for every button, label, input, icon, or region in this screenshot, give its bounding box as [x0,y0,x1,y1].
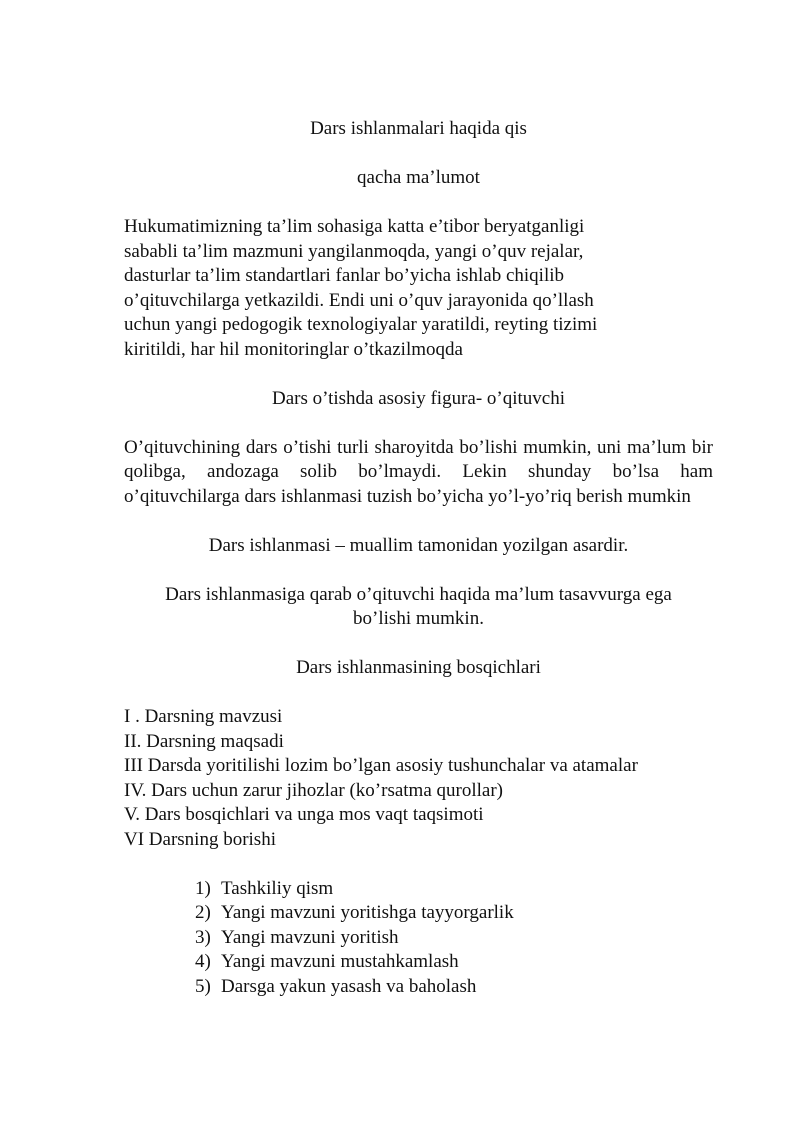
statement-line: Dars ishlanmasiga qarab o’qituvchi haqida ma’lum tasavvurga ega [165,583,672,605]
intro-paragraph [124,215,713,362]
intro-line: o’qituvchilarga yetkazildi. Endi uni o’quv jarayonida qo’llash [124,289,594,311]
section-heading-stages: Dars ishlanmasining bosqichlari [296,657,541,678]
list-item: VI Darsning borishi [124,828,276,850]
statement-line: bo’lishi mumkin. [353,608,484,629]
step-text: Darsga yakun yasash va baholash [221,975,477,997]
section-heading-teacher: Dars o’tishda asosiy figura- o’qituvchi [271,387,566,409]
step-number: 4) [195,951,211,972]
lesson-steps-list [124,877,713,1000]
list-item: III Darsda yoritilishi lozim bo’lgan asosiy tushunchalar va atamalar [124,755,638,776]
step-text: Yangi mavzuni yoritish [221,926,399,948]
document-page [124,117,713,999]
statement-teacher-impression [124,583,713,632]
list-item [195,950,713,975]
list-item [195,975,713,1000]
intro-line: kiritildi, har hil monitoringlar o’tkazilmoqda [124,338,463,360]
intro-line: Hukumatimizning ta’lim sohasiga katta e’tibor beryatganligi [124,216,585,237]
step-number: 2) [195,902,211,923]
teacher-paragraph: O’qituvchining dars o’tishi turli sharoyitda bo’lishi mumkin, uni ma’lum bir qolibga, andozaga solib bo’lmaydi. Lekin shunday bo’lsa ham o’qituvchilarga dars ishlanmasi tuzish bo’yicha yo’l-yo’riq berish mumkin [124,436,713,507]
list-item: I . Darsning mavzusi [124,706,283,727]
step-text: Yangi mavzuni mustahkamlash [221,951,459,972]
intro-line: dasturlar ta’lim standartlari fanlar bo’yicha ishlab chiqilib [124,265,565,286]
document-title-line-1: Dars ishlanmalari haqida qis [310,118,527,139]
step-text: Tashkiliy qism [221,877,334,899]
intro-line: uchun yangi pedogogik texnologiyalar yaratildi, reyting tizimi [124,314,598,335]
list-item: V. Dars bosqichlari va unga mos vaqt taqsimoti [124,804,484,825]
document-title-line-2: qacha ma’lumot [357,167,480,188]
list-item: II. Darsning maqsadi [124,730,284,752]
stages-list [124,705,713,852]
list-item: IV. Dars uchun zarur jihozlar (ko’rsatma qurollar) [124,779,503,801]
step-text: Yangi mavzuni yoritishga tayyorgarlik [221,902,514,923]
list-item [195,926,713,951]
intro-line: sababli ta’lim mazmuni yangilanmoqda, yangi o’quv rejalar, [124,240,584,262]
list-item [195,901,713,926]
step-number: 3) [195,926,211,948]
statement-lesson-plan: Dars ishlanmasi – muallim tamonidan yozilgan asardir. [208,534,629,556]
step-number: 1) [195,877,211,899]
list-item [195,877,713,902]
step-number: 5) [195,975,211,997]
